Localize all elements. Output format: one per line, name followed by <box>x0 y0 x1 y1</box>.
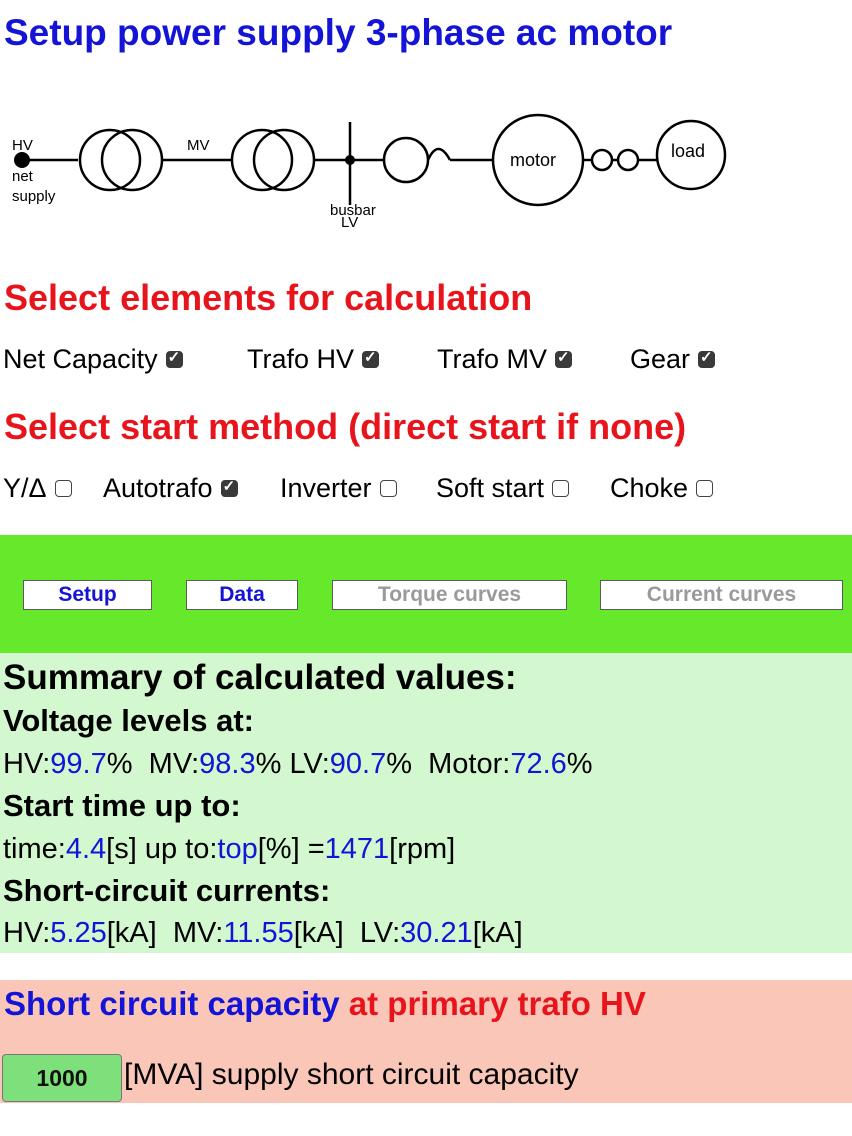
lv-voltage-value: 90.7 <box>329 748 387 780</box>
elements-row <box>0 344 852 384</box>
busbar-label: busbar <box>330 202 376 219</box>
inverter-checkbox[interactable] <box>380 480 397 497</box>
short-circuit-values: HV:5.25[kA] MV:11.55[kA] LV:30.21[kA] <box>3 917 523 949</box>
summary-panel <box>0 653 852 953</box>
tab-bar <box>0 535 852 653</box>
soft-start-checkbox[interactable] <box>552 480 569 497</box>
option-label: Net Capacity <box>3 344 158 374</box>
option-autotrafo[interactable] <box>103 473 238 504</box>
rpm-value: 1471 <box>324 833 390 865</box>
choke-checkbox[interactable] <box>696 480 713 497</box>
option-label: Trafo MV <box>437 344 548 374</box>
option-soft-start[interactable] <box>436 473 569 504</box>
start-method-row <box>0 473 852 513</box>
hv-sc-value: 5.25 <box>50 917 107 949</box>
short-circuit-capacity-panel <box>0 980 852 1103</box>
option-gear[interactable] <box>630 344 715 375</box>
mv-voltage-value: 98.3 <box>199 748 256 780</box>
net-capacity-checkbox[interactable] <box>166 351 183 368</box>
upto-value: top <box>217 833 258 865</box>
option-inverter[interactable] <box>280 473 397 504</box>
mva-label: [MVA] supply short circuit capacity <box>124 1058 579 1091</box>
option-star-delta[interactable] <box>3 473 72 504</box>
option-net-capacity[interactable] <box>3 344 183 375</box>
motor-voltage-value: 72.6 <box>510 748 567 780</box>
option-label: Trafo HV <box>247 344 355 374</box>
autotrafo-checkbox[interactable] <box>221 480 238 497</box>
net-label: net <box>12 168 33 185</box>
short-circuit-heading: Short-circuit currents: <box>3 873 331 908</box>
option-label: Soft start <box>436 473 545 503</box>
option-trafo-mv[interactable] <box>437 344 572 375</box>
option-label: Autotrafo <box>103 473 213 503</box>
tab-torque-curves[interactable]: Torque curves <box>332 580 567 610</box>
mva-input[interactable]: 1000 <box>2 1054 122 1102</box>
tab-setup[interactable]: Setup <box>23 580 152 610</box>
option-trafo-hv[interactable] <box>247 344 379 375</box>
start-time-values: time:4.4[s] up to:top[%] =1471[rpm] <box>3 833 456 865</box>
option-label: Choke <box>610 473 689 503</box>
option-label: Y/Δ <box>3 473 47 503</box>
star-delta-checkbox[interactable] <box>55 480 72 497</box>
trafo-mv-checkbox[interactable] <box>555 351 572 368</box>
tab-current-curves[interactable]: Current curves <box>600 580 843 610</box>
hv-voltage-value: 99.7 <box>50 748 107 780</box>
option-label: Inverter <box>280 473 372 503</box>
mv-sc-value: 11.55 <box>223 917 294 949</box>
trafo-hv-checkbox[interactable] <box>362 351 379 368</box>
lv-sc-value: 30.21 <box>400 917 473 949</box>
short-circuit-capacity-title: Short circuit capacity at primary trafo HV <box>4 985 646 1022</box>
option-label: Gear <box>630 344 691 374</box>
tab-data[interactable]: Data <box>186 580 298 610</box>
voltage-values: HV:99.7% MV:98.3% LV:90.7% Motor:72.6% <box>3 748 593 780</box>
mv-label: MV <box>187 137 210 154</box>
motor-label: motor <box>510 150 557 170</box>
supply-label: supply <box>12 188 56 205</box>
page-title: Setup power supply 3-phase ac motor <box>4 12 673 53</box>
hv-label: HV <box>12 137 33 154</box>
power-supply-diagram <box>0 110 760 240</box>
start-method-heading: Select start method (direct start if none) <box>4 406 687 447</box>
load-label: load <box>671 141 706 161</box>
summary-heading: Summary of calculated values: <box>3 658 517 697</box>
voltage-heading: Voltage levels at: <box>3 703 254 738</box>
start-time-value: 4.4 <box>65 833 107 865</box>
gear-checkbox[interactable] <box>698 351 715 368</box>
start-time-heading: Start time up to: <box>3 788 241 823</box>
elements-heading: Select elements for calculation <box>4 277 533 318</box>
option-choke[interactable] <box>610 473 713 504</box>
lv-label: LV <box>341 214 359 231</box>
